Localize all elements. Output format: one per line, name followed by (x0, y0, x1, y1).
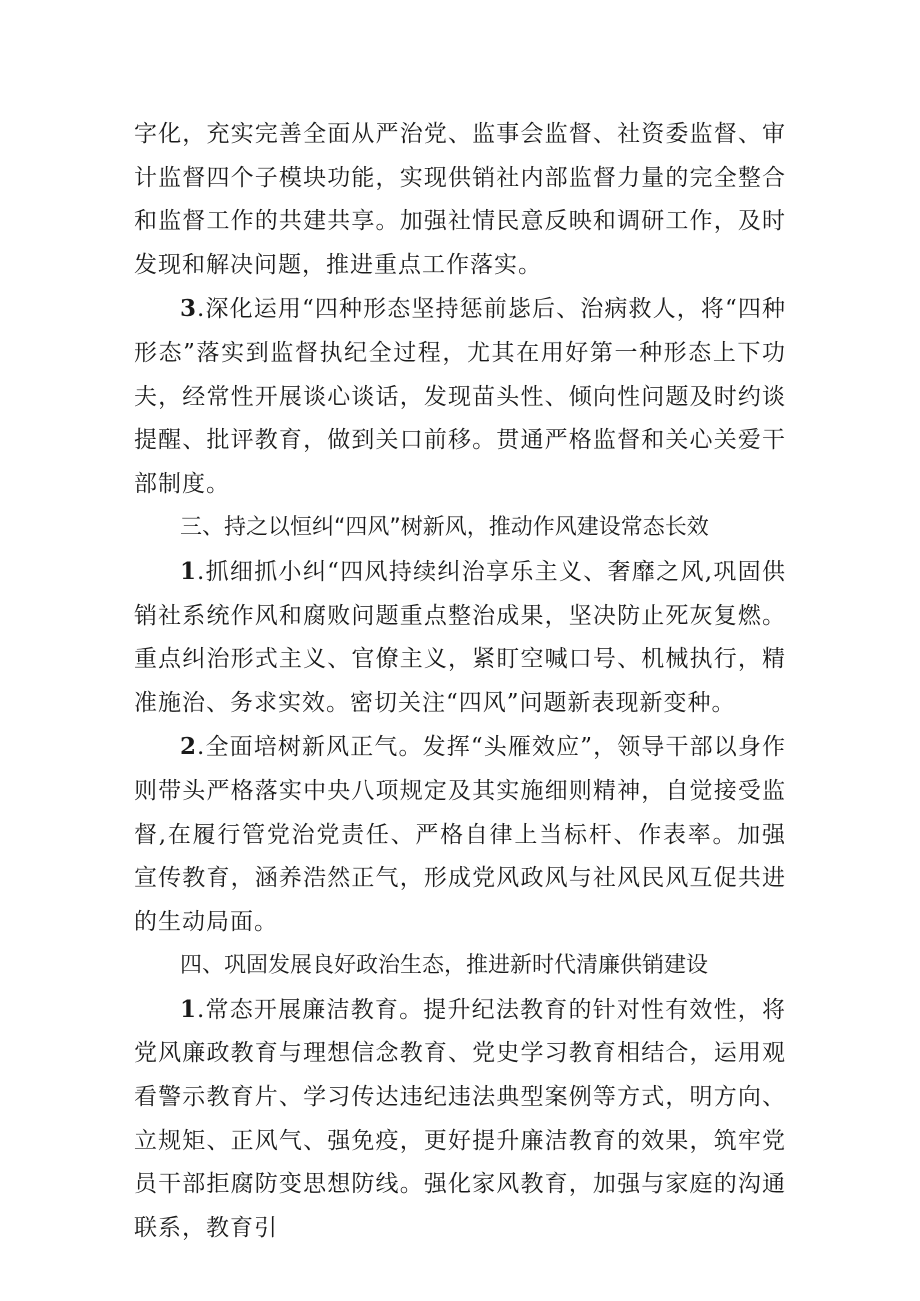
paragraph-continuation (134, 113, 786, 287)
paragraph-text: 字化，充实完善全面从严治党、监事会监督、社资委监督、审计监督四个子模块功能，实现供销社内部监督力量的完全整合和监督工作的共建共享。加强社情民意反映和调研工作，及时发现和解决问题，推进重点工作落实。 (134, 121, 786, 278)
paragraph-text: .深化运用“四种形态坚持惩前毖后、治病救人，将“四种形态”落实到监督执纪全过程，尤其在用好第一种形态上下功夫，经常性开展谈心谈话，发现苗头性、倾向性问题及时约谈提醒、批评教育，做到关口前移。贯通严格监督和关心关爱干部制度。 (134, 296, 786, 497)
section-heading-4 (134, 944, 786, 988)
item-number: 1 (180, 995, 198, 1023)
heading-text: 三、持之以恒纠“四风”树新风，推动作风建设常态长效 (180, 515, 709, 541)
section-heading-3 (134, 506, 786, 550)
heading-text: 四、巩固发展良好政治生态，推进新时代清廉供销建设 (180, 953, 709, 979)
item-number: 2 (180, 733, 198, 761)
paragraph-text: .抓细抓小纠“四风持续纠治享乐主义、奢靡之风,巩固供销社系统作风和腐败问题重点整治成果，坚决防止死灰复燃。重点纠治形式主义、官僚主义，紧盯空喊口号、机械执行，精准施治、务求实效。密切关注“四风”问题新表现新变种。 (134, 558, 786, 716)
item-number: 3 (180, 295, 198, 323)
paragraph-text: .全面培树新风正气。发挥“头雁效应”，领导干部以身作则带头严格落实中央八项规定及其实施细则精神，自觉接受监督,在履行管党治党责任、严格自律上当标杆、作表率。加强宣传教育，涵养浩然正气，形成党风政风与社风民风互促共进的生动局面。 (134, 734, 786, 935)
paragraph-item-1 (134, 550, 786, 725)
paragraph-text: .常态开展廉洁教育。提升纪法教育的针对性有效性，将党风廉政教育与理想信念教育、党史学习教育相结合，运用观看警示教育片、学习传达违纪违法典型案例等方式，明方向、立规矩、正风气、强免疫，更好提升廉洁教育的效果，筑牢党员干部拒腐防变思想防线。强化家风教育，加强与家庭的沟通联系，教育引 (134, 996, 786, 1241)
paragraph-item-3 (134, 287, 786, 506)
item-number: 1 (180, 557, 198, 585)
paragraph-item-1-education (134, 988, 786, 1251)
paragraph-item-2 (134, 725, 786, 944)
document-body (134, 113, 786, 1250)
